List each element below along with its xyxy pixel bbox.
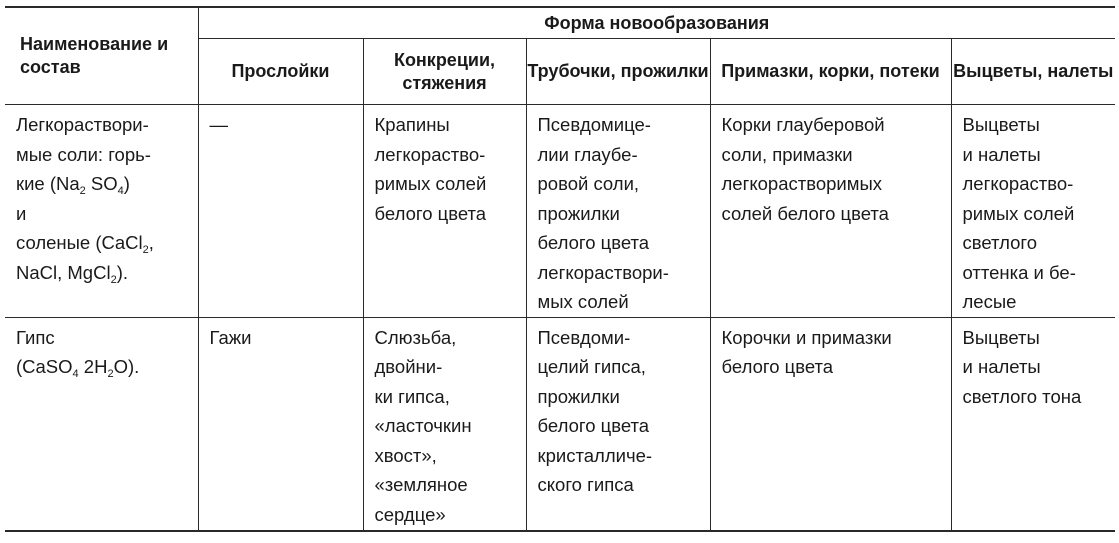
name-column-header-line: Наименование (20, 34, 153, 54)
table-cell (526, 317, 710, 531)
column-header-line: Прослойки (231, 61, 330, 81)
cell-line: белого цвета (537, 232, 650, 253)
table-row (5, 105, 1115, 318)
table-cell (526, 105, 710, 318)
cell-line: лии глаубе- (537, 143, 638, 165)
cell-line: «земляное (374, 474, 468, 495)
column-header-line: потеки (879, 61, 940, 81)
cell-line: NaCl, MgCl$_2$). (16, 261, 129, 286)
cell-line: легкораство- (374, 143, 486, 165)
name-column-header-line: и состав (20, 34, 169, 77)
column-header-line: Выцветы, (953, 61, 1043, 81)
cell-line: хвост», (374, 444, 437, 466)
name-column-header (5, 7, 198, 105)
cell-line: Легкораствори- (16, 114, 149, 135)
cell-line: белого цвета (721, 356, 834, 377)
cell-line: солей белого цвета (721, 202, 889, 224)
cell-line: «ласточкин (374, 415, 472, 436)
cell-line: Корочки и примазки (721, 326, 892, 348)
cell-line: прожилки (537, 202, 620, 224)
table-cell (951, 105, 1115, 318)
cell-line: оттенка и бе- (962, 261, 1076, 283)
column-header-line: Конкреции, (393, 49, 496, 70)
cell-line: и налеты (962, 356, 1041, 377)
cell-line: сердце» (374, 503, 446, 525)
cell-line: белого цвета (537, 415, 650, 436)
column-header-tubules (526, 39, 710, 105)
column-header-line: налеты (1047, 61, 1114, 81)
cell-line: римых солей (962, 202, 1075, 224)
cell-line: светлого тона (962, 385, 1082, 407)
column-header-line: прожилки (620, 61, 709, 81)
cell-line: кристалличе- (537, 444, 653, 466)
cell-line: Корки глауберовой (721, 114, 885, 135)
cell-line: и налеты (962, 143, 1041, 165)
cell-line: прожилки (537, 385, 620, 407)
cell-line: Гажи (209, 326, 252, 348)
column-header-layers (198, 39, 363, 105)
cell-line: двойни- (374, 356, 443, 377)
subscript: 2 (107, 368, 114, 380)
cell-line: Псевдомице- (537, 114, 651, 135)
table-cell (198, 105, 363, 318)
row-name-cell (5, 105, 198, 318)
table-cell (951, 317, 1115, 531)
cell-line: ки гипса, (374, 385, 450, 407)
cell-line: Выцветы (962, 326, 1040, 348)
soil-neoformations-table (5, 6, 1115, 532)
column-header-efflorescence (951, 39, 1115, 105)
table-row (5, 317, 1115, 531)
column-header-line: Трубочки, (527, 61, 616, 81)
cell-line: белого цвета (374, 202, 487, 224)
cell-line: легкораствори- (537, 261, 669, 283)
subscript: 2 (142, 244, 149, 256)
cell-line: лесые (962, 291, 1017, 312)
cell-line: — (209, 114, 228, 135)
subscript: 4 (72, 368, 79, 380)
cell-line: соленые (CaCl$_2$, (16, 232, 154, 256)
column-header-concretions (363, 39, 526, 105)
cell-line: Гипс (16, 326, 55, 348)
cell-line: ского гипса (537, 474, 634, 495)
column-header-line: стяжения (402, 72, 487, 93)
cell-line: кие ($Na_2$ $SO_4$) (16, 173, 130, 197)
cell-line: ровой соли, (537, 173, 640, 194)
cell-line: светлого (962, 232, 1038, 253)
cell-line: Слюзьба, (374, 326, 457, 348)
subscript: 2 (110, 273, 117, 286)
cell-line: легкорастворимых (721, 173, 883, 194)
cell-line: соли, примазки (721, 143, 853, 165)
cell-line: мые соли: горь- (16, 143, 151, 165)
table-cell (710, 105, 951, 318)
cell-line: (CaSO$_4$ $2H_2O$). (16, 356, 140, 380)
cell-line: Выцветы (962, 114, 1040, 135)
table-cell (363, 317, 526, 531)
table-cell (363, 105, 526, 318)
cell-line: легкораство- (962, 173, 1074, 194)
column-header-line: Примазки, корки, (721, 61, 875, 81)
form-group-header: Форма новообразования (198, 7, 1115, 39)
table-cell (710, 317, 951, 531)
cell-line: и (16, 202, 27, 224)
cell-line: целий гипса, (537, 356, 646, 377)
cell-line: Крапины (374, 114, 450, 135)
cell-line: мых солей (537, 291, 629, 312)
subscript: 2 (79, 185, 86, 197)
cell-line: римых солей (374, 173, 487, 194)
subscript: 4 (117, 185, 124, 197)
column-header-coatings (710, 39, 951, 105)
row-name-cell (5, 317, 198, 531)
cell-line: Псевдоми- (537, 326, 631, 348)
table-cell (198, 317, 363, 531)
